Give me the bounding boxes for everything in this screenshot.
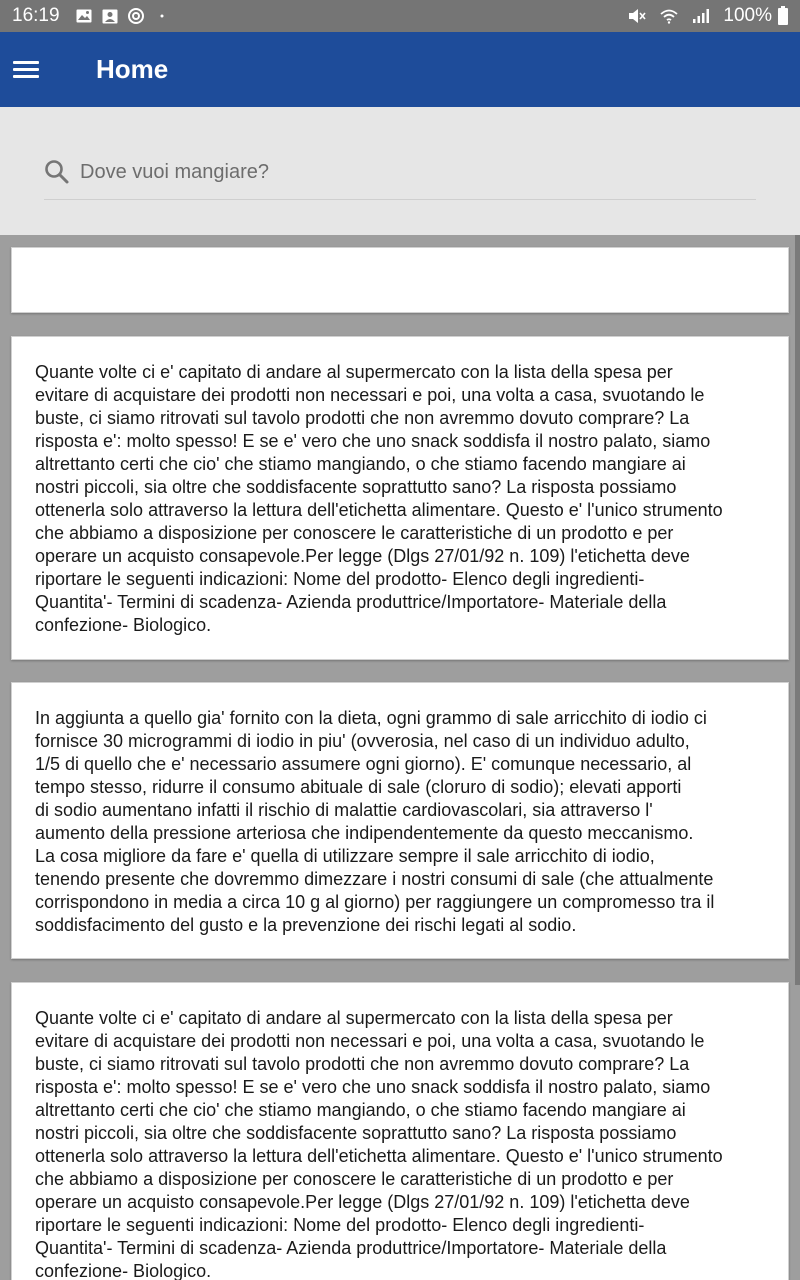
list-item[interactable] [11,336,789,660]
card-text: Quante volte ci e' capitato di andare al supermercato con la lista della spesa per evitare di acquistare dei prodotti non necessari e poi, una volta a casa, svuotando le buste, ci siamo ritrovati sul tavolo prodotti che non avremmo dovuto comprare? La risposta e': molto spesso! E se e' vero che uno snack soddisfa il nostro palato, siamo altrettanto certi che cio' che stiamo mangiando, o che stiamo facendo mangiare ai nostri piccoli, sia oltre che soddisfacente soprattutto sano? La risposta possiamo ottenerla solo attraverso la lettura dell'etichetta alimentare. Questo e' l'unico strumento che abbiamo a disposizione per conoscere le caratteristiche di un prodotto e per operare un acquisto consapevole.Per legge (Dlgs 27/01/92 n. 109) l'etichetta deve riportare le seguenti indicazioni: Nome del prodotto- Elenco degli ingredienti- Quantita'- Termini di scadenza- Azienda produttrice/Importatore- Materiale della confezione- Biologico. [35,1008,723,1280]
status-right-cluster [627,5,788,27]
list-item[interactable] [11,982,789,1280]
sync-icon [126,7,146,25]
search-input[interactable] [80,161,720,184]
battery-percent: 100% [723,5,772,26]
status-time: 16:19 [12,5,60,26]
search-icon [44,159,70,185]
card-text: In aggiunta a quello gia' fornito con la dieta, ogni grammo di sale arricchito di iodio ci fornisce 30 microgrammi di iodio in piu' (ovverosia, nel caso di un individuo adulto, 1/5 di quello che e' necessario assumere ogni giorno). E' comunque necessario, al tempo stesso, ridurre il consumo abituale di sale (cloruro di sodio); elevati apporti di sodio aumentano infatti il rischio di malattie cardiovascolari, sia attraverso l' aumento della pressione arteriosa che indipendentemente da questo meccanismo. La cosa migliore da fare e' quella di utilizzare sempre il sale arricchito di iodio, tenendo presente che dovremmo dimezzare i nostri consumi di sale (che attualmente corrispondono in media a circa 10 g al giorno) per raggiungere un compromesso tra il soddisfacimento del gusto e la prevenzione dei rischi legati al sodio. [35,708,715,935]
search-area [0,107,800,235]
dot-icon [152,7,172,25]
status-bar [0,0,800,32]
app-bar [0,32,800,107]
wifi-icon [659,7,679,25]
list-item[interactable] [11,247,789,313]
search-bar[interactable] [44,145,756,200]
battery-icon [778,8,788,25]
card-text [12,248,788,272]
mute-icon [627,7,647,25]
hamburger-menu-icon[interactable] [0,44,52,96]
image-icon [74,7,94,25]
card-text: Quante volte ci e' capitato di andare al supermercato con la lista della spesa per evitare di acquistare dei prodotti non necessari e poi, una volta a casa, svuotando le buste, ci siamo ritrovati sul tavolo prodotti che non avremmo dovuto comprare? La risposta e': molto spesso! E se e' vero che uno snack soddisfa il nostro palato, siamo altrettanto certi che cio' che stiamo mangiando, o che stiamo facendo mangiare ai nostri piccoli, sia oltre che soddisfacente soprattutto sano? La risposta possiamo ottenerla solo attraverso la lettura dell'etichetta alimentare. Questo e' l'unico strumento che abbiamo a disposizione per conoscere le caratteristiche di un prodotto e per operare un acquisto consapevole.Per legge (Dlgs 27/01/92 n. 109) l'etichetta deve riportare le seguenti indicazioni: Nome del prodotto- Elenco degli ingredienti- Quantita'- Termini di scadenza- Azienda produttrice/Importatore- Materiale della confezione- Biologico. [35,362,723,635]
content-feed[interactable] [0,235,800,1280]
scrollbar[interactable] [795,235,800,985]
page-title: Home [96,54,169,84]
list-item[interactable] [11,682,789,959]
portrait-icon [100,7,120,25]
signal-icon [691,7,711,25]
